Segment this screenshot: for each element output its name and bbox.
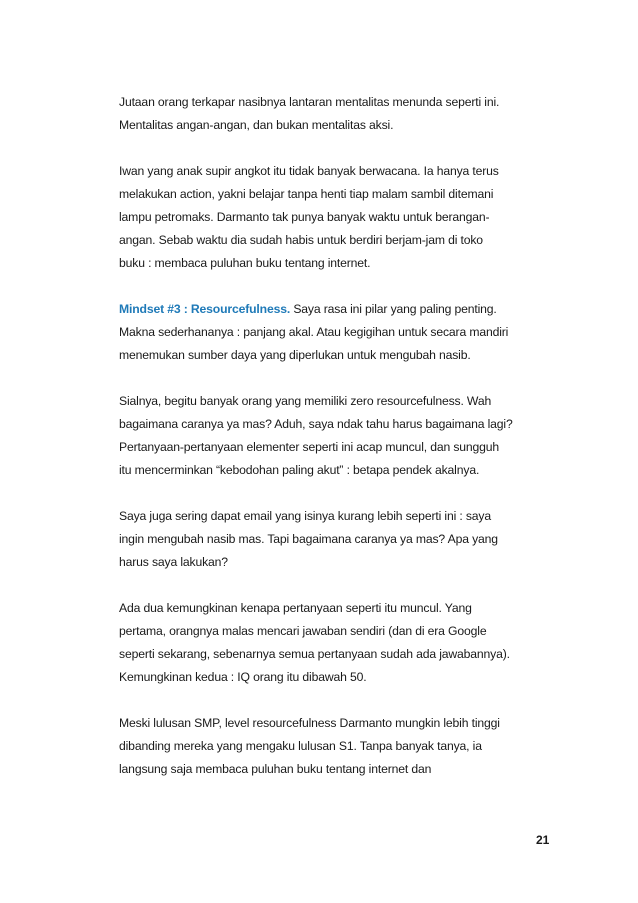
- text-line: buku : membaca puluhan buku tentang internet.: [119, 256, 371, 270]
- text-line: angan. Sebab waktu dia sudah habis untuk berdiri berjam-jam di toko: [119, 233, 483, 247]
- text-line: lampu petromaks. Darmanto tak punya banyak waktu untuk berangan-: [119, 210, 490, 224]
- text-line: pertama, orangnya malas mencari jawaban sendiri (dan di era Google: [119, 624, 487, 638]
- paragraph: [119, 91, 539, 137]
- text-line: Sialnya, begitu banyak orang yang memiliki zero resourcefulness. Wah: [119, 394, 492, 408]
- text-line: seperti sekarang, sebenarnya semua pertanyaan sudah ada jawabannya).: [119, 647, 510, 661]
- section-heading: Mindset #3 : Resourcefulness.: [119, 302, 291, 316]
- paragraph: [119, 390, 539, 482]
- text-line: langsung saja membaca puluhan buku tentang internet dan: [119, 762, 432, 776]
- text-line: Ada dua kemungkinan kenapa pertanyaan seperti itu muncul. Yang: [119, 601, 472, 615]
- heading-line: [119, 298, 539, 321]
- text-line: dibanding mereka yang mengaku lulusan S1. Tanpa banyak tanya, ia: [119, 739, 482, 753]
- paragraph-mindset-3: [119, 298, 539, 367]
- paragraph: [119, 597, 539, 689]
- paragraph: [119, 712, 539, 781]
- text-line: Kemungkinan kedua : IQ orang itu dibawah 50.: [119, 670, 367, 684]
- text-line: bagaimana caranya ya mas? Aduh, saya ndak tahu harus bagaimana lagi?: [119, 417, 513, 431]
- text-line: menemukan sumber daya yang diperlukan untuk mengubah nasib.: [119, 348, 471, 362]
- paragraph: [119, 505, 539, 574]
- text-line: ingin mengubah nasib mas. Tapi bagaimana caranya ya mas? Apa yang: [119, 532, 498, 546]
- page-number: 21: [536, 833, 550, 847]
- paragraph: [119, 160, 539, 275]
- heading-rest-text: Saya rasa ini pilar yang paling penting.: [290, 302, 497, 316]
- page-body: [119, 91, 539, 781]
- text-line: Iwan yang anak supir angkot itu tidak banyak berwacana. Ia hanya terus: [119, 164, 499, 178]
- text-line: Meski lulusan SMP, level resourcefulness Darmanto mungkin lebih tinggi: [119, 716, 500, 730]
- text-line: Pertanyaan-pertanyaan elementer seperti ini acap muncul, dan sungguh: [119, 440, 500, 454]
- text-line: Saya juga sering dapat email yang isinya kurang lebih seperti ini : saya: [119, 509, 491, 523]
- text-line: melakukan action, yakni belajar tanpa henti tiap malam sambil ditemani: [119, 187, 494, 201]
- text-line: itu mencerminkan “kebodohan paling akut” : betapa pendek akalnya.: [119, 463, 480, 477]
- text-line: harus saya lakukan?: [119, 555, 228, 569]
- text-line: Makna sederhananya : panjang akal. Atau kegigihan untuk secara mandiri: [119, 325, 509, 339]
- text-line: Jutaan orang terkapar nasibnya lantaran mentalitas menunda seperti ini.: [119, 95, 500, 109]
- text-line: Mentalitas angan-angan, dan bukan mentalitas aksi.: [119, 118, 394, 132]
